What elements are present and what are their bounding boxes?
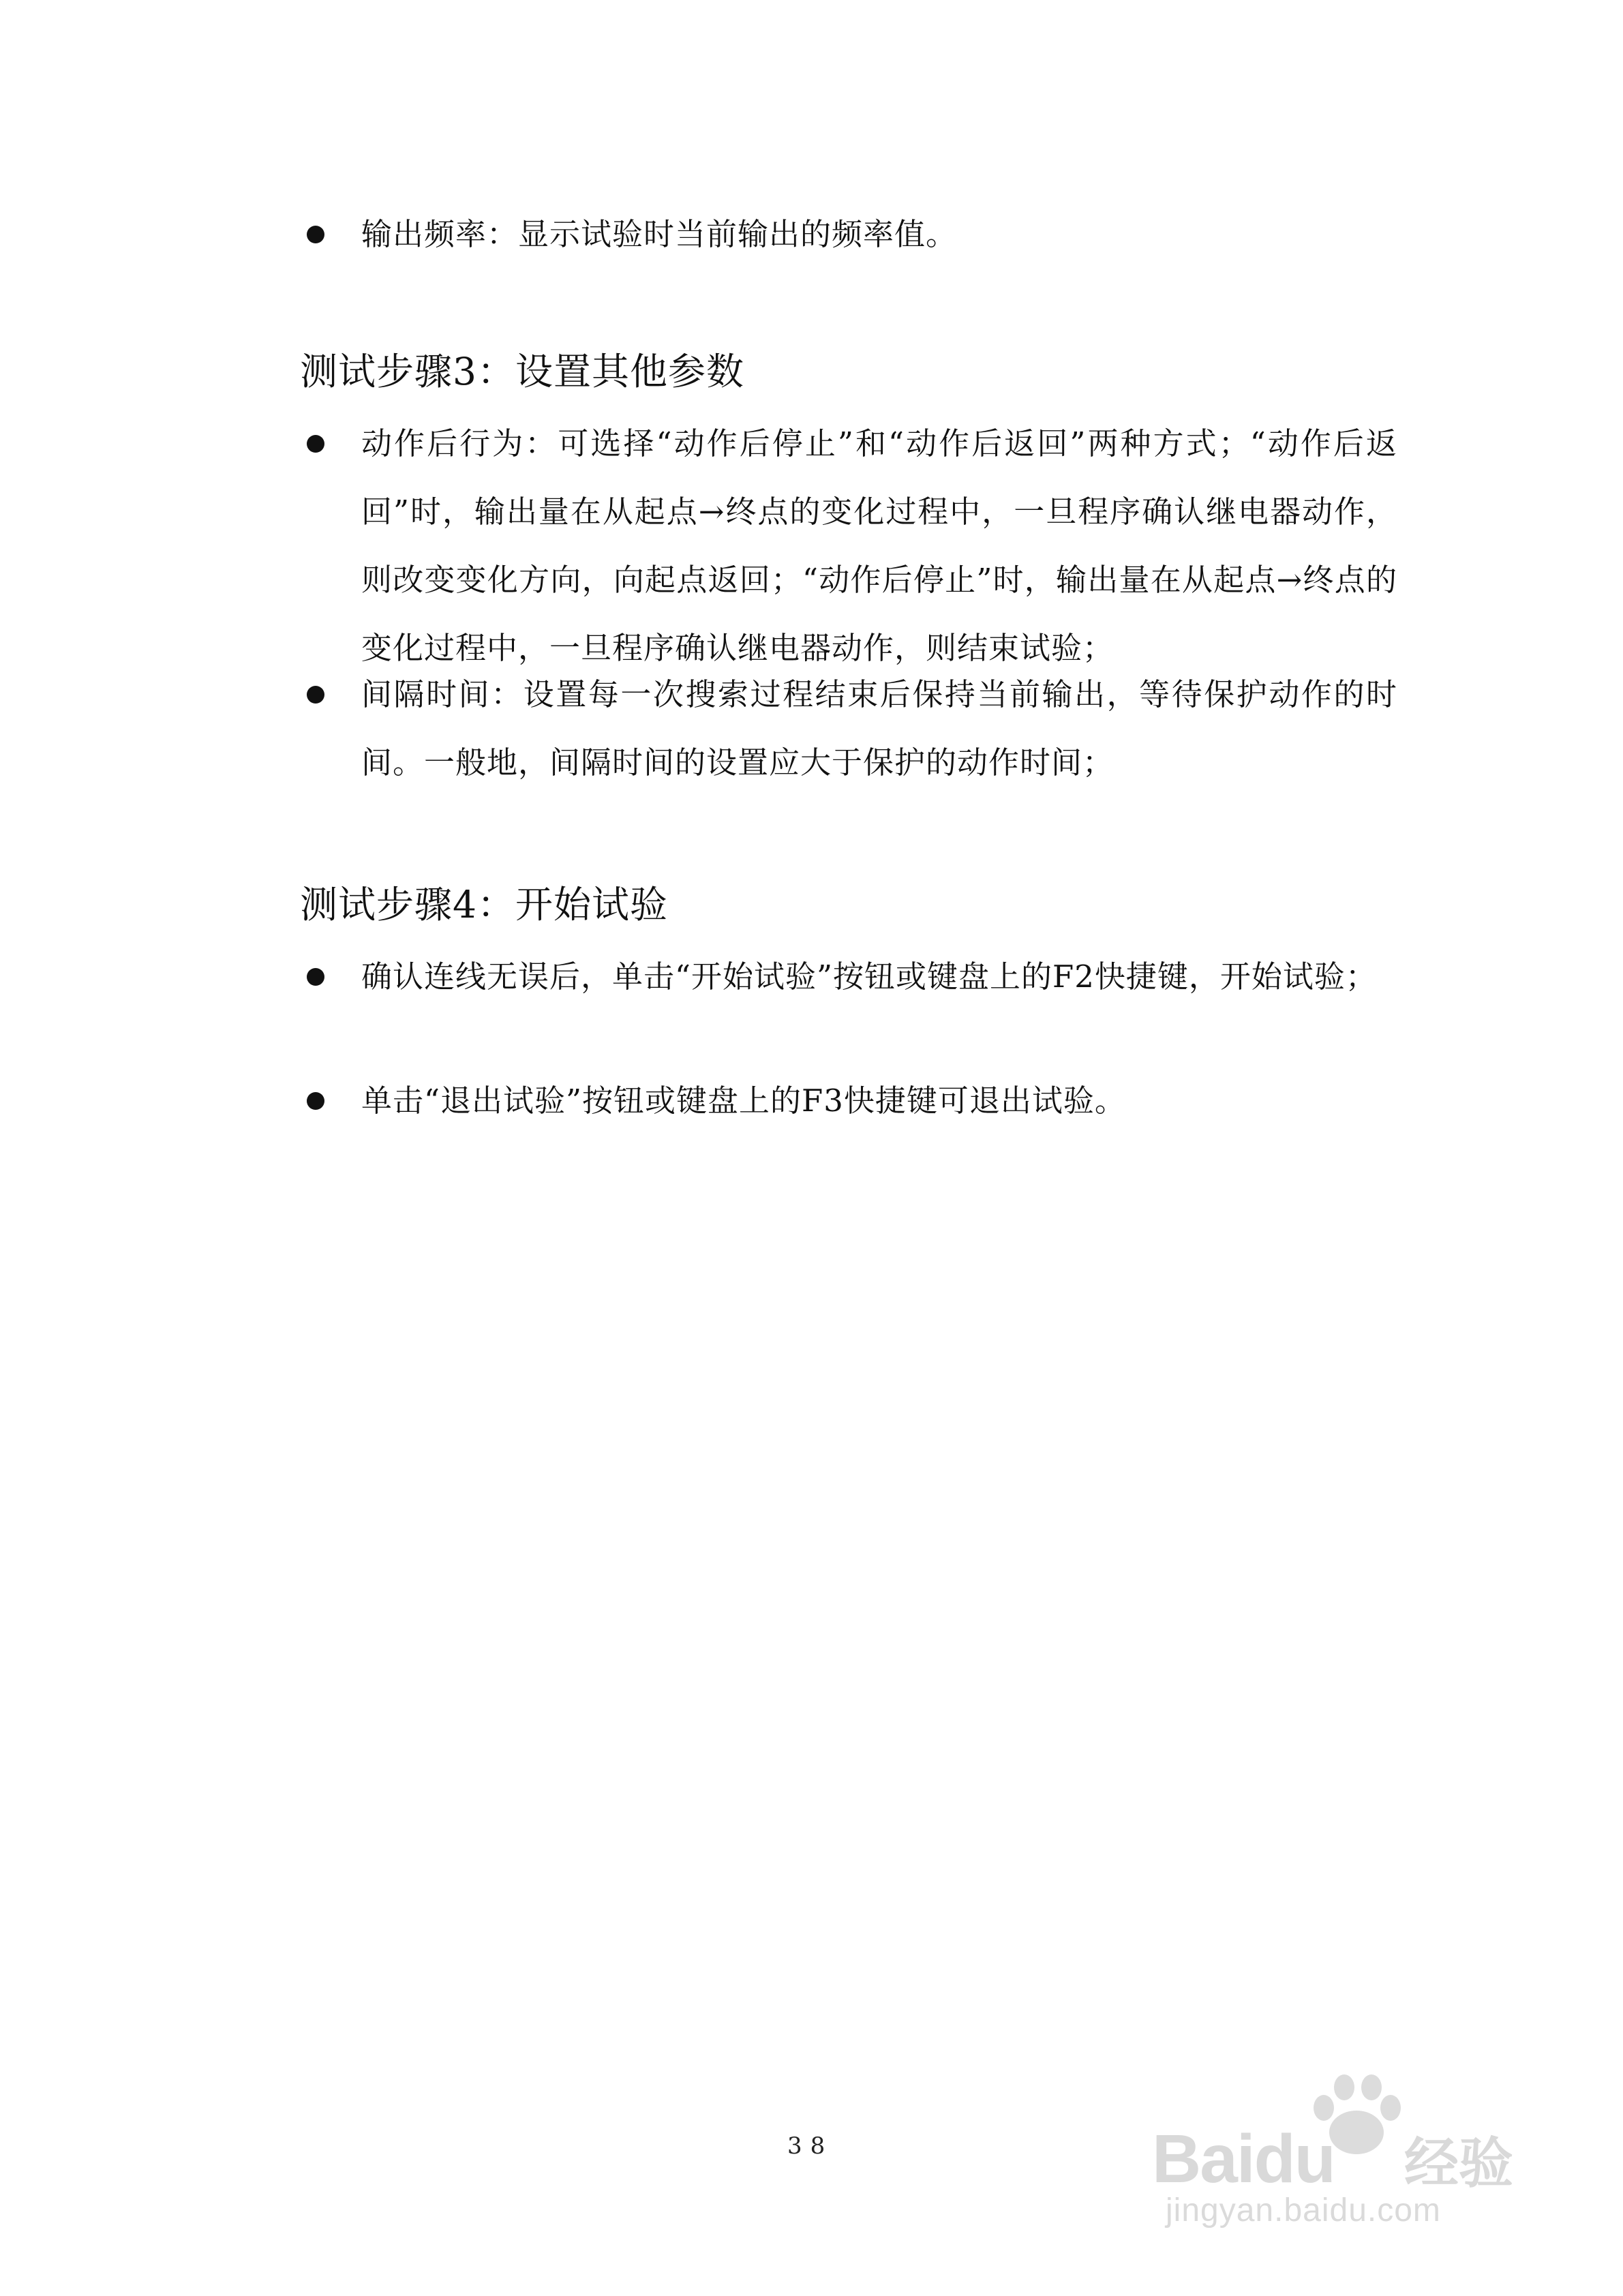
bullet-dot — [307, 686, 324, 704]
section-heading-step3: 测试步骤3：设置其他参数 — [300, 350, 744, 393]
bullet-dot — [307, 435, 324, 453]
list-item-interval-time: 间隔时间：设置每一次搜索过程结束后保持当前输出，等待保护动作的时间。一般地，间隔时间的设置应大于保护的动作时间； — [361, 676, 1397, 781]
bullet-dot — [307, 226, 324, 243]
list-item-output-frequency: 输出频率：显示试验时当前输出的频率值。 — [361, 216, 958, 252]
bullet-dot — [307, 968, 324, 986]
list-item-start-test: 确认连线无误后，单击“开始试验”按钮或键盘上的F2快捷键，开始试验； — [361, 958, 1377, 995]
baidu-jingyan-watermark — [1152, 2072, 1534, 2236]
list-item-exit-test: 单击“退出试验”按钮或键盘上的F3快捷键可退出试验。 — [361, 1083, 1126, 1119]
watermark-url: jingyan.baidu.com — [1166, 2192, 1441, 2229]
list-item-action-behavior: 动作后行为：可选择“动作后停止”和“动作后返回”两种方式；“动作后返回”时，输出量在从起点→终点的变化过程中，一旦程序确认继电器动作，则改变变化方向，向起点返回；“动作后停止”时，输出量在从起点→终点的变化过程中，一旦程序确认继电器动作，则结束试验； — [361, 425, 1397, 666]
watermark-product: 经验 — [1404, 2132, 1513, 2195]
bullet-dot — [307, 1092, 324, 1110]
page-number: 38 — [787, 2132, 834, 2160]
watermark-brand: Baidu — [1152, 2121, 1335, 2197]
section-heading-step4: 测试步骤4：开始试验 — [300, 883, 668, 926]
